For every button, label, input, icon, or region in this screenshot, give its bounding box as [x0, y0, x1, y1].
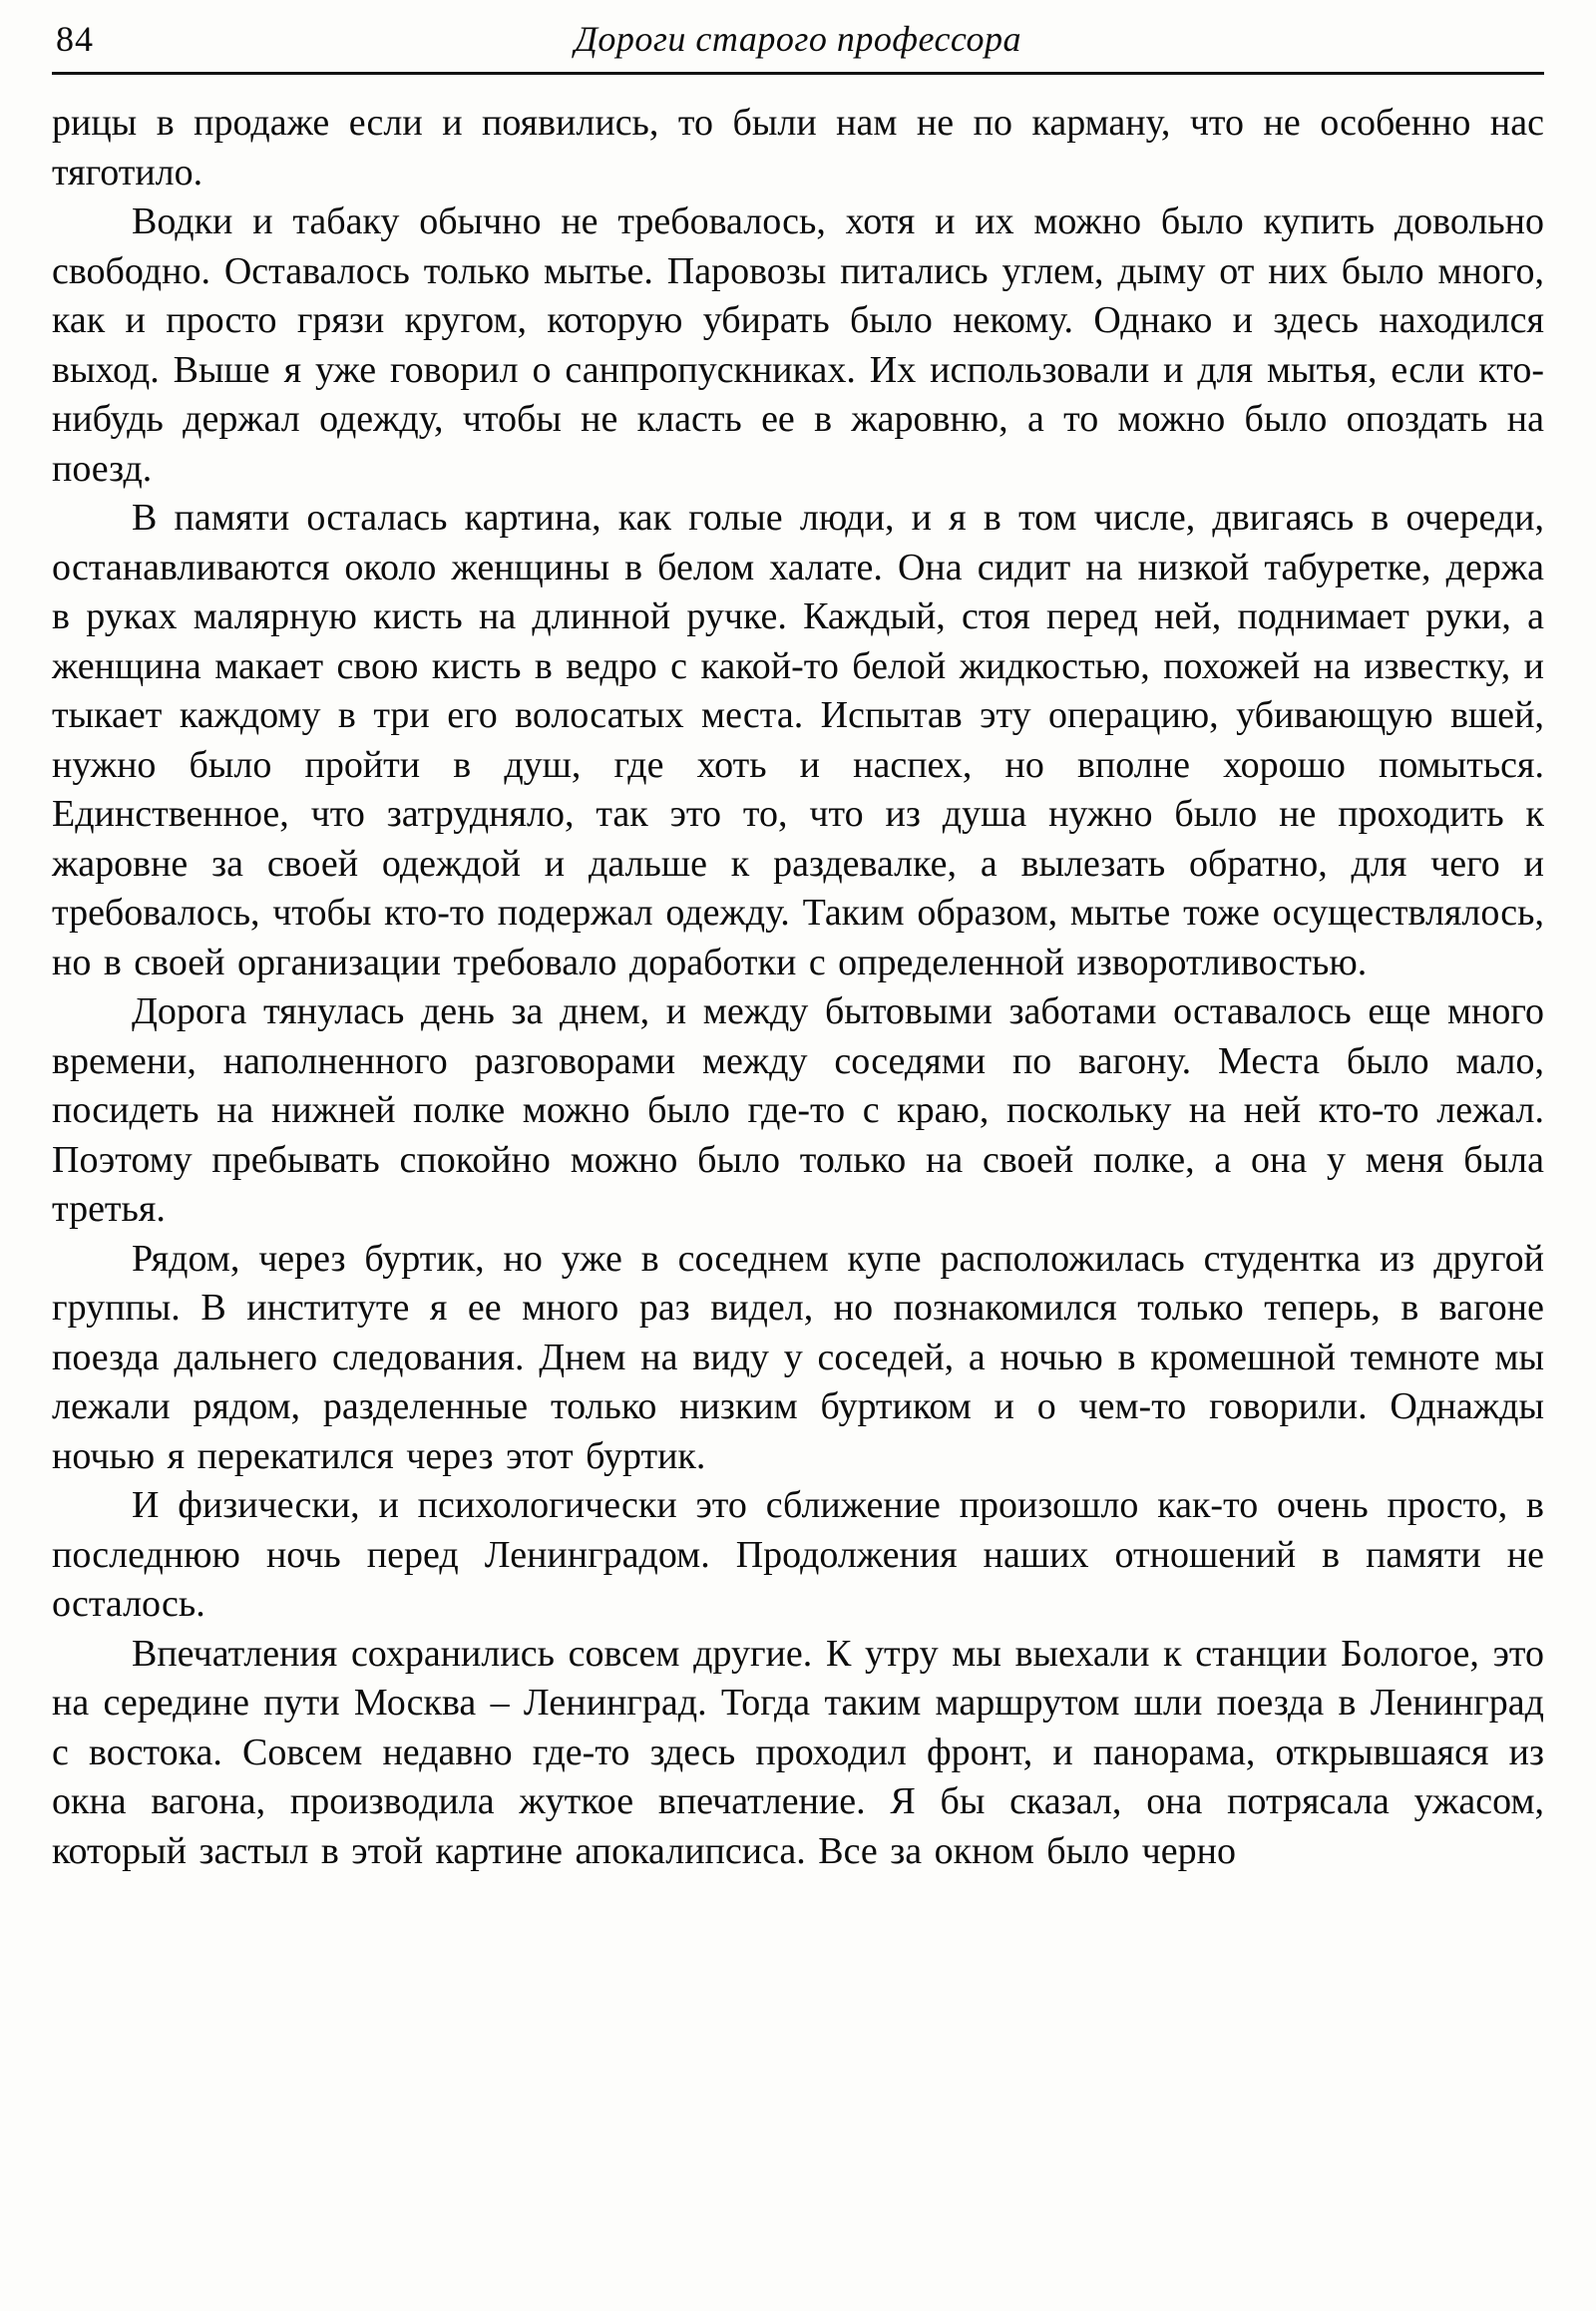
header-rule [52, 72, 1544, 75]
paragraph: Дорога тянулась день за днем, и между бытовыми заботами оставалось еще много времени, наполненного разговорами между соседями по вагону. Места было мало, посидеть на нижней полке можно было где-то с краю, поскольку на ней кто-то лежал. Поэтому пребывать спокойно можно было только на своей полке, а она у меня была третья. [52, 990, 1544, 1230]
paragraph: рицы в продаже если и появились, то были нам не по карману, что не особенно нас тяготило. [52, 102, 1544, 193]
paragraph: И физически, и психологически это сближение произошло как-то очень просто, в последнюю ночь перед Ленинградом. Продолжения наших отношений в памяти не осталось. [52, 1484, 1544, 1625]
paragraph: Водки и табаку обычно не требовалось, хотя и их можно было купить довольно свободно. Оставалось только мытье. Паровозы питались углем, дыму от них было много, как и просто грязи кругом, которую убирать было некому. Однако и здесь находился выход. Выше я уже говорил о санпропускниках. Их использовали и для мытья, если кто-нибудь держал одежду, чтобы не класть ее в жаровню, а то можно было опоздать на поезд. [52, 200, 1544, 490]
body-text [52, 99, 1544, 1876]
running-title: Дороги старого профессора [574, 19, 1022, 59]
page-number: 84 [56, 19, 94, 59]
paragraph: Впечатления сохранились совсем другие. К утру мы выехали к станции Бологое, это на середине пути Москва – Ленинград. Тогда таким маршрутом шли поезда в Ленинград с востока. Совсем недавно где-то здесь проходил фронт, и панорама, открывшаяся из окна вагона, производила жуткое впечатление. Я бы сказал, она потрясала ужасом, который застыл в этой картине апокалипсиса. Все за окном было черно [52, 1632, 1544, 1872]
paragraph: В памяти осталась картина, как голые люди, и я в том числе, двигаясь в очереди, останавливаются около женщины в белом халате. Она сидит на низкой табуретке, держа в руках малярную кисть на длинной ручке. Каждый, стоя перед ней, поднимает руки, а женщина макает свою кисть в ведро с какой-то белой жидкостью, похожей на известку, и тыкает каждому в три его волосатых места. Испытав эту операцию, убивающую вшей, нужно было пройти в душ, где хоть и наспех, но вполне хорошо помыться. Единственное, что затрудняло, так это то, что из душа нужно было не проходить к жаровне за своей одеждой и дальше к раздевалке, а вылезать обратно, для чего и требовалось, чтобы кто-то подержал одежду. Таким образом, мытье тоже осуществлялось, но в своей организации требовало доработки с определенной изворотливостью. [52, 497, 1544, 983]
paragraph: Рядом, через буртик, но уже в соседнем купе расположилась студентка из другой группы. В институте я ее много раз видел, но познакомился только теперь, в вагоне поезда дальнего следования. Днем на виду у соседей, а ночью в кромешной темноте мы лежали рядом, разделенные только низким буртиком и о чем-то говорили. Однажды ночью я перекатился через этот буртик. [52, 1237, 1544, 1477]
page-header [52, 16, 1544, 68]
